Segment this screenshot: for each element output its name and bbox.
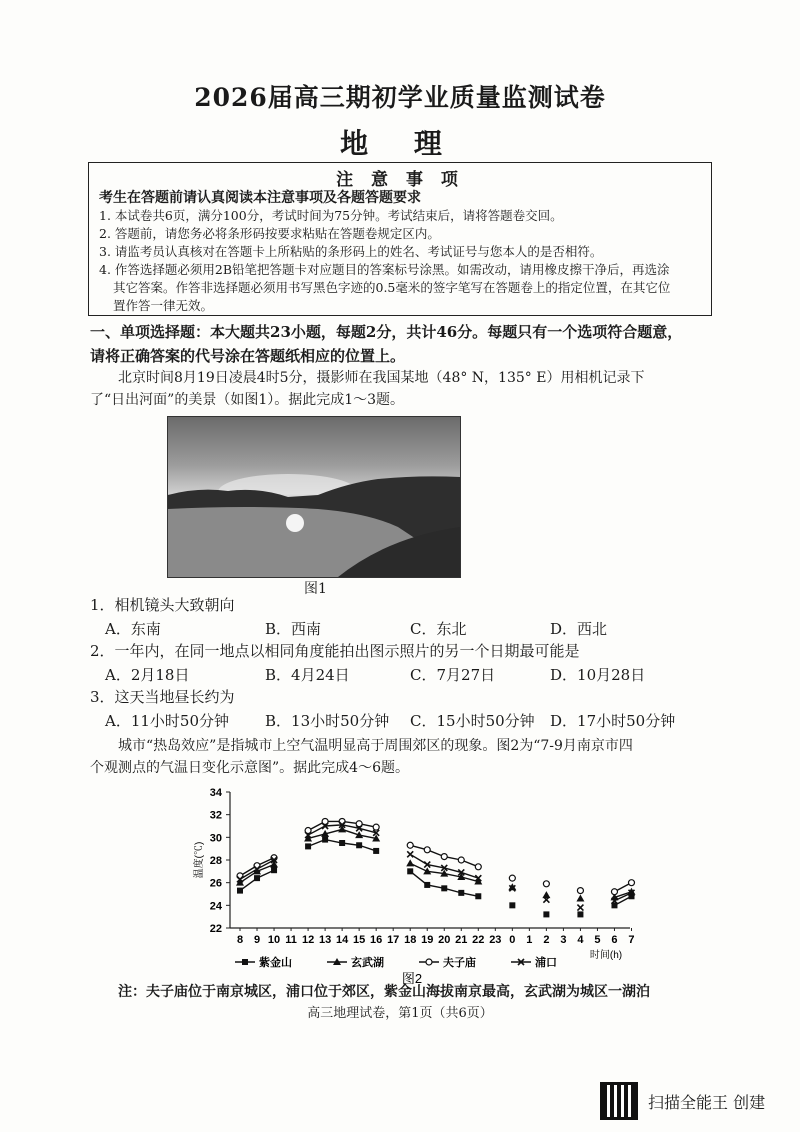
passage1-line2: 了“日出河面”的美景（如图1）。据此完成1～3题。: [90, 392, 405, 408]
data-point-紫金山: [322, 837, 328, 843]
y-tick-label: 28: [209, 855, 222, 867]
x-tick-label: 8: [236, 934, 244, 946]
question-3-option-b: B．13小时50分钟: [265, 712, 390, 730]
notice-item: 4. 作答选择题必须用2B铅笔把答题卡对应题目的答案标号涂黑。如需改动，请用橡皮擦干净后，再选涂: [99, 262, 670, 277]
question-2-option-c: C．7月27日: [410, 666, 496, 684]
x-tick-label: 7: [628, 934, 635, 946]
subject-title: 地 理: [340, 127, 460, 160]
x-tick-label: 0: [509, 934, 516, 946]
data-point-夫子庙: [475, 864, 481, 870]
data-point-夫子庙: [407, 842, 413, 848]
x-tick-label: 13: [318, 934, 332, 946]
legend-label: 浦口: [535, 957, 557, 969]
x-tick-label: 20: [438, 934, 451, 946]
x-tick-label: 9: [253, 934, 261, 946]
x-tick-label: 18: [404, 934, 417, 946]
question-3-stem: 3．这天当地昼长约为: [90, 688, 235, 706]
data-point-夫子庙: [611, 889, 617, 895]
data-point-夫子庙: [543, 881, 549, 887]
notice-item: 其它答案。作答非选择题必须用书写黑色字迹的0.5毫米的签字笔写在答题卷上的指定位置，在其它位: [113, 280, 671, 295]
data-point-紫金山: [356, 842, 362, 848]
scanner-watermark: [600, 1082, 790, 1122]
data-point-玄武湖: [576, 895, 584, 902]
x-tick-label: 11: [285, 934, 297, 946]
y-tick-label: 26: [209, 877, 222, 890]
x-tick-label: 22: [472, 934, 485, 946]
exam-title: 2026届高三期初学业质量监测试卷: [194, 83, 606, 112]
x-tick-label: 15: [353, 934, 366, 946]
chart-note: 注：夫子庙位于南京城区，浦口位于郊区，紫金山海拔南京最高，玄武湖为城区一湖泊: [118, 984, 650, 1000]
data-point-紫金山: [339, 840, 345, 846]
data-point-紫金山: [424, 882, 430, 888]
data-point-紫金山: [237, 888, 243, 894]
passage2-line2: 个观测点的气温日变化示意图”。据此完成4～6题。: [90, 760, 409, 776]
x-tick-label: 21: [455, 934, 468, 946]
data-point-紫金山: [577, 911, 583, 917]
question-3-option-d: D．17小时50分钟: [550, 712, 676, 730]
notice-item: 置作答一律无效。: [113, 298, 214, 313]
x-tick-label: 1: [526, 934, 533, 946]
data-point-紫金山: [271, 867, 277, 873]
notice-box: [88, 162, 712, 316]
data-point-紫金山: [373, 848, 379, 854]
data-point-紫金山: [407, 868, 413, 874]
y-tick-label: 24: [209, 900, 222, 913]
data-point-玄武湖: [406, 859, 414, 866]
y-tick-label: 34: [209, 787, 222, 799]
question-2-option-b: B．4月24日: [265, 666, 350, 684]
data-point-夫子庙: [424, 847, 430, 853]
x-tick-label: 2: [543, 934, 550, 946]
question-1-option-a: A．东南: [105, 620, 161, 638]
x-tick-label: 19: [421, 934, 434, 946]
data-point-紫金山: [254, 875, 260, 881]
data-point-玄武湖: [338, 825, 346, 832]
question-1-option-d: D．西北: [550, 620, 608, 638]
x-axis-label: 时间(h): [589, 950, 623, 961]
data-point-紫金山: [475, 893, 481, 899]
x-tick-label: 5: [594, 934, 601, 946]
data-point-紫金山: [543, 911, 549, 917]
notice-item: 1. 本试卷共6页，满分100分，考试时间为75分钟。考试结束后，请将答题卷交回。: [99, 208, 563, 223]
page-footer: 高三地理试卷，第1页（共6页）: [307, 1006, 493, 1021]
data-point-紫金山: [441, 885, 447, 891]
y-tick-label: 22: [209, 923, 222, 935]
x-tick-label: 6: [611, 934, 618, 946]
x-tick-label: 3: [560, 934, 567, 946]
x-tick-label: 12: [301, 934, 315, 946]
x-tick-label: 16: [370, 934, 383, 946]
x-tick-label: 10: [267, 934, 281, 946]
figure1-caption: 图1: [304, 581, 327, 597]
data-point-夫子庙: [441, 854, 447, 860]
sunrise-river-photo: [167, 416, 461, 578]
legend-marker: [426, 959, 432, 965]
data-point-夫子庙: [577, 888, 583, 894]
x-tick-label: 17: [387, 934, 400, 946]
question-1-option-b: B．西南: [265, 620, 322, 638]
data-point-玄武湖: [423, 867, 431, 874]
y-tick-label: 32: [209, 809, 222, 822]
x-tick-label: 23: [489, 934, 502, 946]
x-tick-label: 4: [577, 934, 584, 946]
question-1-option-c: C．东北: [410, 620, 467, 638]
data-point-紫金山: [509, 902, 515, 908]
passage2-line1: 城市“热岛效应”是指城市上空气温明显高于周围郊区的现象。图2为“7-9月南京市四: [118, 738, 633, 754]
legend-marker: [242, 959, 248, 965]
passage1-line1: 北京时间8月19日凌晨4时5分，摄影师在我国某地（48° N，135° E）用相机记录下: [118, 370, 645, 386]
legend-label: 玄武湖: [351, 957, 384, 969]
temperature-chart: [190, 780, 650, 995]
notice-item: 3. 请监考员认真核对在答题卡上所粘贴的条形码上的姓名、考试证号与您本人的是否相符。: [99, 244, 603, 259]
question-2-option-d: D．10月28日: [550, 666, 646, 684]
question-2-option-a: A．2月18日: [105, 666, 190, 684]
section-heading-2: 请将正确答案的代号涂在答题纸相应的位置上。: [90, 347, 406, 365]
section-heading: 一、单项选择题：本大题共23小题，每题2分，共计46分。每题只有一个选项符合题意，: [90, 323, 683, 341]
data-point-夫子庙: [458, 857, 464, 863]
watermark-text: 扫描全能王 创建: [648, 1093, 766, 1112]
data-point-紫金山: [305, 843, 311, 849]
question-3-option-c: C．15小时50分钟: [410, 712, 535, 730]
y-tick-label: 30: [209, 832, 222, 845]
question-2-stem: 2．一年内，在同一地点以相同角度能拍出图示照片的另一个日期最可能是: [90, 642, 580, 660]
data-point-紫金山: [458, 890, 464, 896]
question-1-stem: 1．相机镜头大致朝向: [90, 596, 235, 614]
data-point-夫子庙: [628, 880, 634, 886]
notice-lead: 考生在答题前请认真阅读本注意事项及各题答题要求: [99, 190, 421, 206]
question-3-option-a: A．11小时50分钟: [105, 712, 230, 730]
data-point-夫子庙: [373, 824, 379, 830]
legend-label: 紫金山: [259, 957, 292, 969]
chart-title: 图2: [401, 971, 423, 986]
y-axis-label: 温度(℃): [194, 841, 205, 879]
data-point-浦口: [577, 905, 583, 911]
data-point-夫子庙: [509, 875, 515, 881]
data-point-浦口: [407, 851, 413, 857]
x-tick-label: 14: [336, 934, 349, 946]
notice-item: 2. 答题前，请您务必将条形码按要求粘贴在答题卷规定区内。: [99, 226, 440, 241]
legend-label: 夫子庙: [443, 957, 476, 969]
notice-title: 注 意 事 项: [336, 170, 464, 190]
qr-code-icon: [600, 1082, 638, 1120]
